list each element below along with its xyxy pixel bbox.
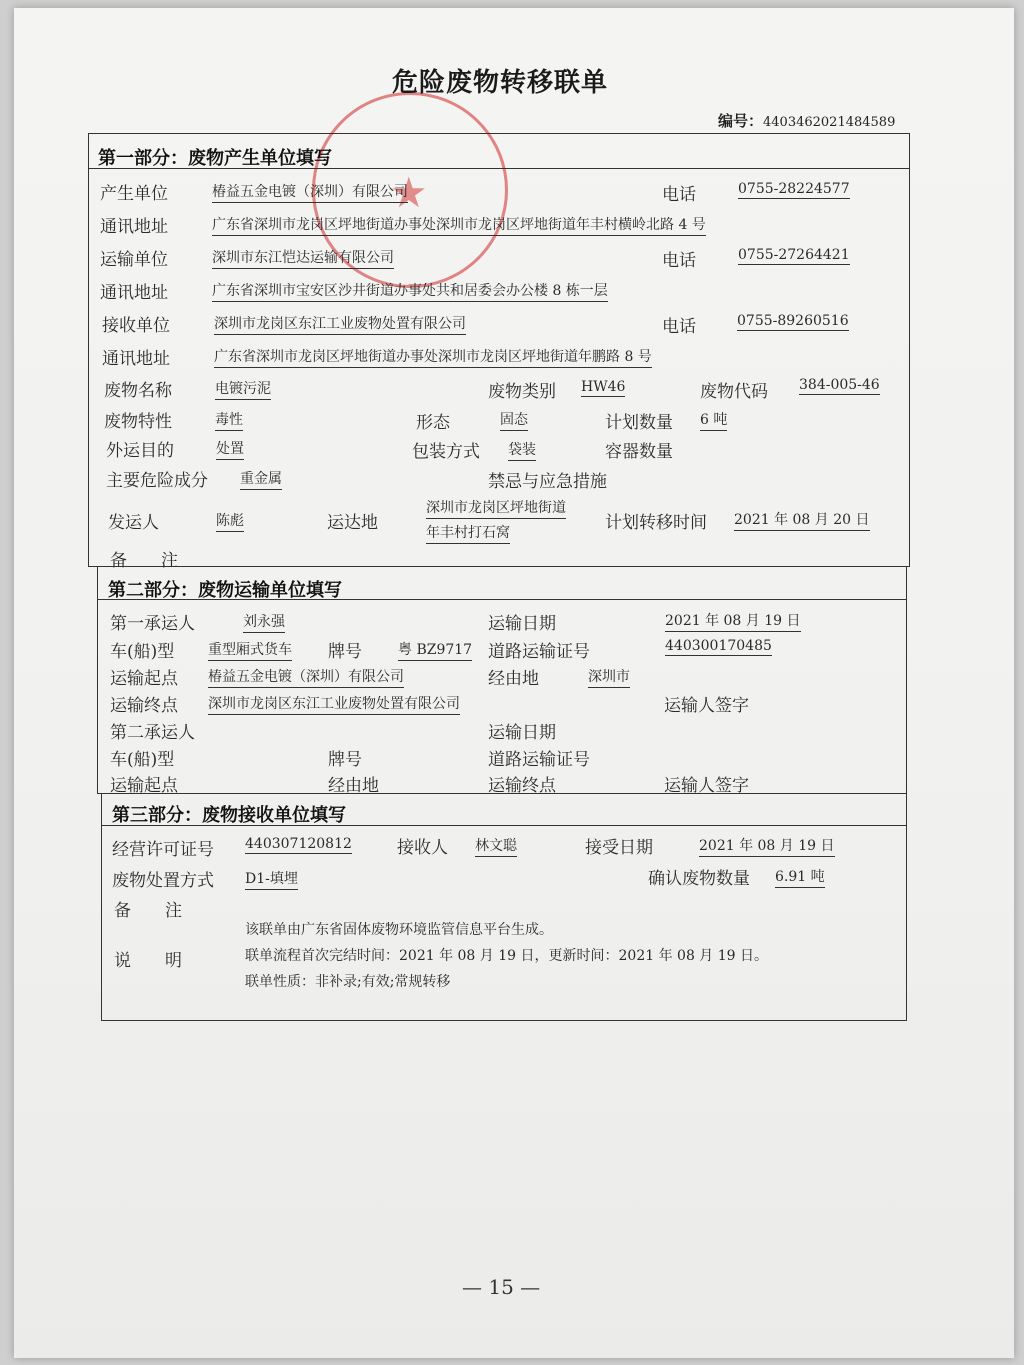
plate1-label: 牌号 [328, 642, 362, 662]
producer-label: 产生单位 [100, 184, 168, 204]
producer-value: 椿益五金电镀（深圳）有限公司 [212, 181, 408, 203]
origin1-value: 椿益五金电镀（深圳）有限公司 [208, 666, 404, 688]
via2-label: 经由地 [328, 776, 379, 796]
receiver-address-value: 广东省深圳市龙岗区坪地街道办事处深圳市龙岗区坪地街道年鹏路 8 号 [214, 346, 652, 368]
waste-code-value: 384-005-46 [799, 377, 880, 393]
packaging-value: 袋装 [508, 439, 536, 461]
waste-category-value: HW46 [581, 379, 626, 395]
planned-time-value: 2021 年 08 月 20 日 [734, 509, 870, 531]
permit2-label: 道路运输证号 [488, 750, 590, 770]
receive-date-value: 2021 年 08 月 19 日 [699, 835, 835, 857]
via1-label: 经由地 [488, 669, 539, 689]
transporter-address-value: 广东省深圳市宝安区沙井街道办事处共和居委会办公楼 8 栋一层 [212, 280, 608, 302]
producer-address-label: 通讯地址 [100, 217, 168, 237]
destination-label: 运达地 [327, 513, 378, 533]
form-label: 形态 [416, 413, 450, 433]
producer-phone-value: 0755-28224577 [738, 181, 850, 197]
permit1-value: 440300170485 [665, 638, 772, 654]
receiver-value: 深圳市龙岗区东江工业废物处置有限公司 [214, 313, 466, 335]
recipient-label: 接收人 [397, 838, 448, 858]
planned-qty-value: 6 吨 [700, 409, 727, 431]
part1-heading: 第一部分：废物产生单位填写 [98, 148, 332, 169]
form-value: 固态 [500, 409, 528, 431]
date2-label: 运输日期 [488, 723, 556, 743]
confirmed-qty-label: 确认废物数量 [648, 869, 750, 889]
notes-label: 说 明 [114, 951, 182, 971]
part3-remarks-label: 备 注 [114, 901, 182, 921]
end1-value: 深圳市龙岗区东江工业废物处置有限公司 [208, 693, 460, 715]
waste-property-value: 毒性 [215, 409, 243, 431]
shipper-value: 陈彪 [216, 510, 244, 532]
plate1-value: 粤 BZ9717 [398, 639, 472, 661]
waste-property-label: 废物特性 [104, 412, 172, 432]
end2-label: 运输终点 [488, 776, 556, 796]
license-value: 440307120812 [245, 836, 352, 852]
container-qty-label: 容器数量 [605, 442, 673, 462]
note-line-2: 联单流程首次完结时间：2021 年 08 月 19 日，更新时间：2021 年 08 月 19 日。 [245, 948, 769, 964]
carrier2-label: 第二承运人 [110, 723, 195, 743]
disposal-label: 废物处置方式 [112, 871, 214, 891]
origin1-label: 运输起点 [110, 669, 178, 689]
waste-name-label: 废物名称 [104, 381, 172, 401]
producer-phone-label: 电话 [662, 185, 696, 205]
sign1-label: 运输人签字 [664, 696, 749, 716]
document-number-value: 4403462021484589 [763, 115, 896, 130]
vehicle2-label: 车(船)型 [110, 750, 175, 770]
waste-category-label: 废物类别 [488, 382, 556, 402]
date1-label: 运输日期 [488, 614, 556, 634]
document-title: 危险废物转移联单 [392, 68, 609, 98]
purpose-label: 外运目的 [106, 441, 174, 461]
receiver-phone-value: 0755-89260516 [737, 313, 849, 329]
permit1-label: 道路运输证号 [488, 642, 590, 662]
note-line-1: 该联单由广东省固体废物环境监管信息平台生成。 [245, 922, 553, 938]
part1-remarks-label: 备 注 [110, 551, 178, 571]
via1-value: 深圳市 [588, 666, 630, 688]
carrier1-value: 刘永强 [243, 611, 285, 633]
part3-frame [101, 793, 907, 1021]
purpose-value: 处置 [216, 438, 244, 460]
part2-heading: 第二部分：废物运输单位填写 [108, 580, 342, 601]
packaging-label: 包装方式 [412, 442, 480, 462]
transporter-address-label: 通讯地址 [100, 283, 168, 303]
part3-heading: 第三部分：废物接收单位填写 [112, 805, 346, 826]
waste-name-value: 电镀污泥 [215, 378, 271, 400]
plate2-label: 牌号 [328, 750, 362, 770]
transporter-value: 深圳市东江恺达运输有限公司 [212, 247, 394, 269]
hazard-value: 重金属 [240, 468, 282, 490]
receiver-label: 接收单位 [102, 316, 170, 336]
receiver-address-label: 通讯地址 [102, 349, 170, 369]
seal-star-icon: ★ [390, 168, 428, 217]
document-number-label: 编号： [718, 112, 764, 130]
document-number [718, 110, 895, 131]
vehicle1-value: 重型厢式货车 [208, 639, 292, 661]
taboo-label: 禁忌与应急措施 [488, 472, 607, 492]
vehicle1-label: 车(船)型 [110, 642, 175, 662]
planned-time-label: 计划转移时间 [605, 513, 707, 533]
disposal-value: D1-填埋 [245, 868, 298, 890]
origin2-label: 运输起点 [110, 776, 178, 796]
waste-code-label: 废物代码 [700, 382, 768, 402]
page-number: — 15 — [462, 1275, 541, 1299]
transporter-phone-value: 0755-27264421 [738, 247, 850, 263]
transporter-label: 运输单位 [100, 250, 168, 270]
receive-date-label: 接受日期 [585, 838, 653, 858]
license-label: 经营许可证号 [112, 840, 214, 860]
hazard-label: 主要危险成分 [106, 471, 208, 491]
end1-label: 运输终点 [110, 696, 178, 716]
destination-value-line2: 年丰村打石窝 [426, 522, 510, 544]
shipper-label: 发运人 [108, 513, 159, 533]
date1-value: 2021 年 08 月 19 日 [665, 610, 801, 632]
destination-value-line1: 深圳市龙岗区坪地街道 [426, 497, 566, 519]
recipient-value: 林文聪 [475, 835, 517, 857]
transporter-phone-label: 电话 [662, 251, 696, 271]
receiver-phone-label: 电话 [662, 317, 696, 337]
confirmed-qty-value: 6.91 吨 [775, 866, 825, 888]
producer-address-value: 广东省深圳市龙岗区坪地街道办事处深圳市龙岗区坪地街道年丰村横岭北路 4 号 [212, 214, 706, 236]
sign2-label: 运输人签字 [664, 776, 749, 796]
planned-qty-label: 计划数量 [605, 413, 673, 433]
carrier1-label: 第一承运人 [110, 614, 195, 634]
note-line-3: 联单性质：非补录;有效;常规转移 [245, 974, 451, 990]
